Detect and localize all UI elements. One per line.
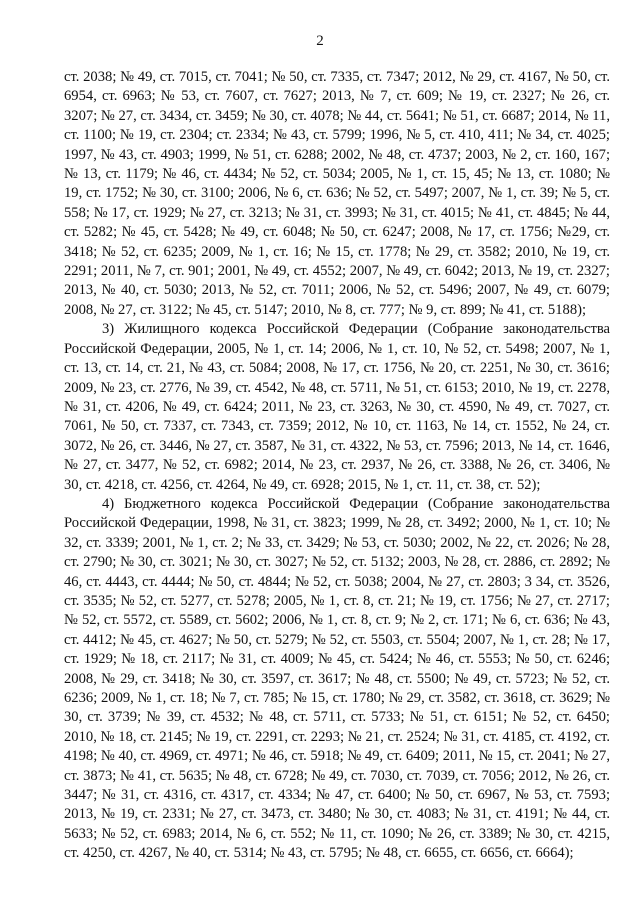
paragraph-budget-code: 4) Бюджетного кодекса Российской Федерации (Собрание законодательства Российской Федерации, 1998, № 31, ст. 3823; 1999, № 28, ст. 3492; 2000, № 1, ст. 10; № 32, ст. 3339; 2001, № 1, ст. 2; № 33, ст. 3429; № 53, ст. 5030; 2002, № 22, ст. 2026; № 28, ст. 2790; № 30, ст. 3021; № 30, ст. 3027; № 52, ст. 5132; 2003, № 28, ст. 2886, ст. 2892; № 46, ст. 4443, ст. 4444; № 50, ст. 4844; № 52, ст. 5038; 2004, № 27, ст. 2803; 3 34, ст. 3526, ст. 3535; № 52, ст. 5277, ст. 5278; 2005, № 1, ст. 8, ст. 21; № 19, ст. 1756; № 27, ст. 2717; № 52, ст. 5572, ст. 5589, ст. 5602; 2006, № 1, ст. 8, ст. 9; № 2, ст. 171; № 6, ст. 636; № 43, ст. 4412; № 45, ст. 4627; № 50, ст. 5279; № 52, ст. 5503, ст. 5504; 2007, № 1, ст. 28; № 17, ст. 1929; № 18, ст. 2117; № 31, ст. 4009; № 45, ст. 5424; № 46, ст. 5553; № 50, ст. 6246; 2008, № 29, ст. 3418; № 30, ст. 3597, ст. 3617; № 48, ст. 5500; № 49, ст. 5723; № 52, ст. 6236; 2009, № 1, ст. 18; № 7, ст. 785; № 15, ст. 1780; № 29, ст. 3582, ст. 3618, ст. 3629; № 30, ст. 3739; № 39, ст. 4532; № 48, ст. 5711, ст. 5733; № 51, ст. 6151; № 52, ст. 6450; 2010, № 18, ст. 2145; № 19, ст. 2291, ст. 2293; № 21, ст. 2524; № 31, ст. 4185, ст. 4192, ст. 4198; № 40, ст. 4969, ст. 4971; № 46, ст. 5918; № 49, ст. 6409; 2011, № 15, ст. 2041; № 27, ст. 3873; № 41, ст. 5635; № 48, ст. 6728; № 49, ст. 7030, ст. 7039, ст. 7056; 2012, № 26, ст. 3447; № 31, ст. 4316, ст. 4317, ст. 4334; № 47, ст. 6400; № 50, ст. 6967, № 53, ст. 7593; 2013, № 19, ст. 2331; № 27, ст. 3473, ст. 3480; № 30, ст. 4083; № 31, ст. 4191; № 44, ст. 5633; № 52, ст. 6983; 2014, № 6, ст. 552; № 11, ст. 1090; № 26, ст. 3389; № 30, ст. 4215, ст. 4250, ст. 4267, № 40, ст. 5314; № 43, ст. 5795; № 48, ст. 6655, ст. 6656, ст. 6664); — [64, 495, 610, 862]
paragraph-housing-code: 3) Жилищного кодекса Российской Федерации (Собрание законодательства Российской Федерации, 2005, № 1, ст. 14; 2006, № 1, ст. 10, № 52, ст. 5498; 2007, № 1, ст. 13, ст. 14, ст. 21, № 43, ст. 5084; 2008, № 17, ст. 1756, № 20, ст. 2251, № 30, ст. 3616; 2009, № 23, ст. 2776, № 39, ст. 4542, № 48, ст. 5711, № 51, ст. 6153; 2010, № 19, ст. 2278, № 31, ст. 4206, № 49, ст. 6424; 2011, № 23, ст. 3263, № 30, ст. 4590, № 49, ст. 7027, ст. 7061, № 50, ст. 7337, ст. 7343, ст. 7359; 2012, № 10, ст. 1163, № 14, ст. 1552, № 24, ст. 3072, № 26, ст. 3446, № 27, ст. 3587, № 31, ст. 4322, № 53, ст. 7596; 2013, № 14, ст. 1646, № 27, ст. 3477, № 52, ст. 6982; 2014, № 23, ст. 2937, № 26, ст. 3388, № 26, ст. 3406, № 30, ст. 4218, ст. 4256, ст. 4264, № 49, ст. 6928; 2015, № 1, ст. 11, ст. 38, ст. 52); — [64, 321, 610, 493]
page-number: 2 — [316, 33, 324, 49]
document-body — [64, 68, 610, 864]
paragraph-continued-citations: ст. 2038; № 49, ст. 7015, ст. 7041; № 50, ст. 7335, ст. 7347; 2012, № 29, ст. 4167, № 50, ст. 6954, ст. 6963; № 53, ст. 7607, ст. 7627; 2013, № 7, ст. 609; № 19, ст. 2327; № 26, ст. 3207; № 27, ст. 3434, ст. 3459; № 30, ст. 4078; № 44, ст. 5641; № 51, ст. 6687; 2014, № 11, ст. 1100; № 19, ст. 2304; ст. 2334; № 43, ст. 5799; 1996, № 5, ст. 410, 411; № 34, ст. 4025; 1997, № 43, ст. 4903; 1999, № 51, ст. 6288; 2002, № 48, ст. 4737; 2003, № 2, ст. 160, 167; № 13, ст. 1179; № 46, ст. 4434; № 52, ст. 5034; 2005, № 1, ст. 15, 45; № 13, ст. 1080; № 19, ст. 1752; № 30, ст. 3100; 2006, № 6, ст. 636; № 52, ст. 5497; 2007, № 1, ст. 39; № 5, ст. 558; № 17, ст. 1929; № 27, ст. 3213; № 31, ст. 3993; № 31, ст. 4015; № 41, ст. 4845; № 44, ст. 5282; № 45, ст. 5428; № 49, ст. 6048; № 50, ст. 6247; 2008, № 17, ст. 1756; №29, ст. 3418; № 52, ст. 6235; 2009, № 1, ст. 16; № 15, ст. 1778; № 29, ст. 3582; 2010, № 19, ст. 2291; 2011, № 7, ст. 901; 2001, № 49, ст. 4552; 2007, № 49, ст. 6042; 2013, № 19, ст. 2327; 2013, № 40, ст. 5030; 2013, № 52, ст. 7011; 2006, № 52, ст. 5496; 2007, № 49, ст. 6079; 2008, № 27, ст. 3122; № 45, ст. 5147; 2010, № 8, ст. 777; № 9, ст. 899; № 41, ст. 5188); — [64, 69, 610, 318]
